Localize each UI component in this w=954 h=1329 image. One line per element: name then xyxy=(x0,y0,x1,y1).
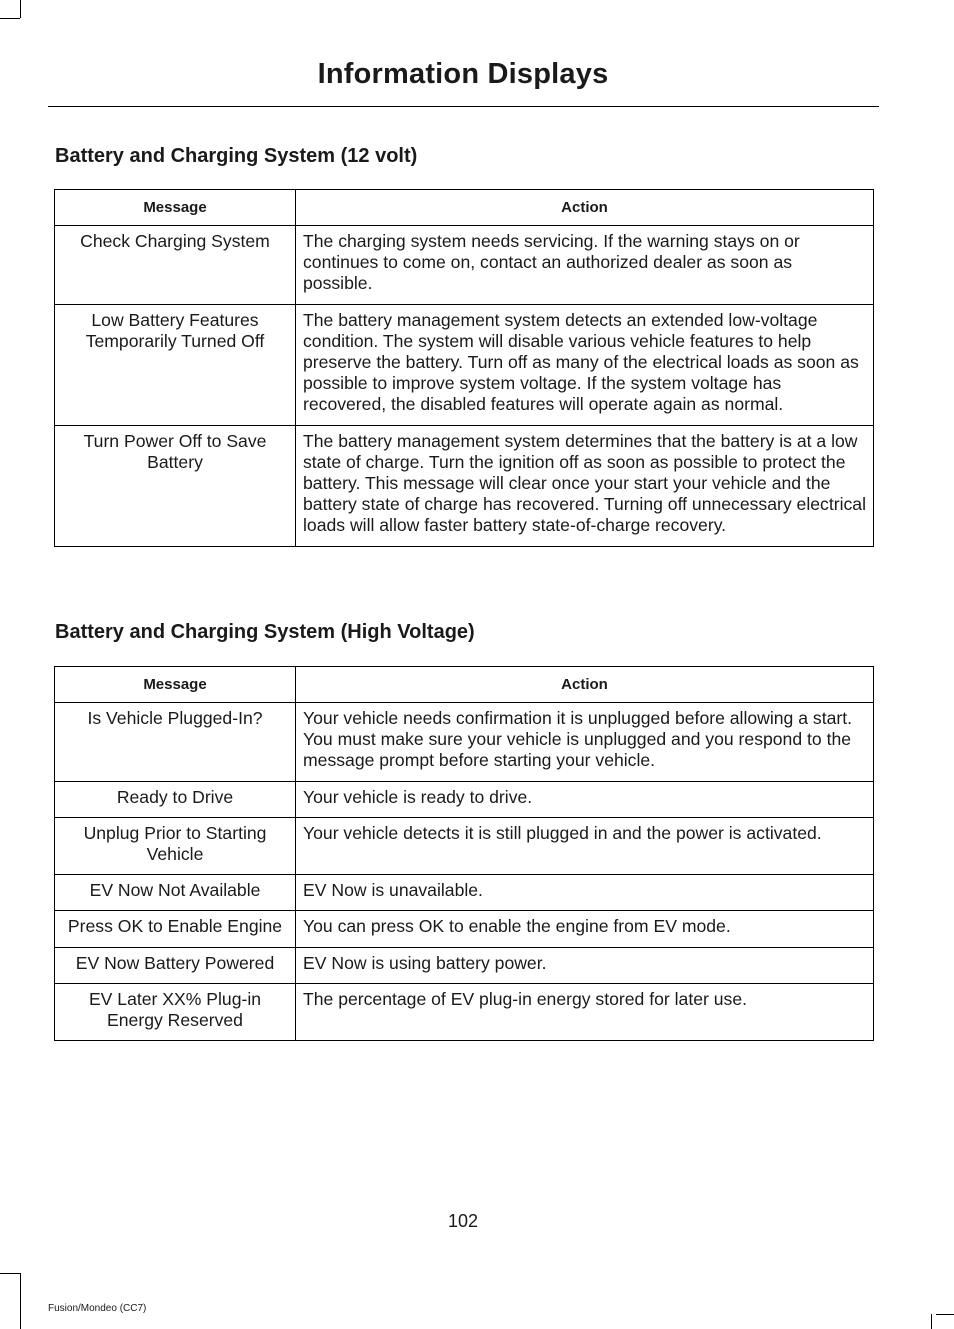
table-row xyxy=(55,947,874,983)
crop-mark-bottom-right-h xyxy=(936,1314,954,1315)
message-cell: Is Vehicle Plugged-In? xyxy=(55,703,296,782)
action-cell: Your vehicle needs confirmation it is unplugged before allowing a start. You must make sure your vehicle is unplugged and you respond to the message prompt before starting your vehicle. xyxy=(296,703,874,782)
table-row xyxy=(55,781,874,817)
crop-mark-bottom-right-v1 xyxy=(931,1314,932,1329)
action-cell: EV Now is unavailable. xyxy=(296,875,874,911)
table-row xyxy=(55,911,874,947)
crop-mark-top-left-h xyxy=(0,18,20,19)
message-cell: Press OK to Enable Engine xyxy=(55,911,296,947)
message-cell: Low Battery Features Temporarily Turned Off xyxy=(55,304,296,425)
crop-mark-bottom-left-v xyxy=(20,1273,21,1329)
action-cell: The percentage of EV plug-in energy stored for later use. xyxy=(296,983,874,1040)
message-cell: Turn Power Off to Save Battery xyxy=(55,425,296,546)
table-high-voltage xyxy=(54,666,874,1041)
action-cell: Your vehicle is ready to drive. xyxy=(296,781,874,817)
table-row xyxy=(55,983,874,1040)
footer-model-name: Fusion/Mondeo (CC7) xyxy=(48,1303,147,1314)
action-cell: Your vehicle detects it is still plugged in and the power is activated. xyxy=(296,817,874,874)
action-cell: The charging system needs servicing. If the warning stays on or continues to come on, contact an authorized dealer as soon as possible. xyxy=(296,226,874,305)
action-cell: EV Now is using battery power. xyxy=(296,947,874,983)
message-cell: Check Charging System xyxy=(55,226,296,305)
page-title: Information Displays xyxy=(317,58,609,90)
table-row xyxy=(55,425,874,546)
section-heading-12-volt: Battery and Charging System (12 volt) xyxy=(55,145,418,167)
table-12-volt xyxy=(54,189,874,547)
action-cell: You can press OK to enable the engine from EV mode. xyxy=(296,911,874,947)
action-cell: The battery management system detects an extended low-voltage condition. The system will disable various vehicle features to help preserve the battery. Turn off as many of the electrical loads as soon as possible to improve system voltage. If the system voltage has recovered, the disabled features will operate again as normal. xyxy=(296,304,874,425)
message-cell: Ready to Drive xyxy=(55,781,296,817)
table-row xyxy=(55,226,874,305)
table-row xyxy=(55,817,874,874)
table-header-row xyxy=(55,667,874,703)
crop-mark-bottom-left-h xyxy=(0,1273,20,1274)
column-header-message: Message xyxy=(55,190,296,226)
column-header-message: Message xyxy=(55,667,296,703)
table-row xyxy=(55,304,874,425)
column-header-action: Action xyxy=(296,667,874,703)
message-cell: EV Now Battery Powered xyxy=(55,947,296,983)
section-heading-high-voltage: Battery and Charging System (High Voltage) xyxy=(55,621,475,643)
table-row xyxy=(55,703,874,782)
action-cell: The battery management system determines that the battery is at a low state of charge. Turn the ignition off as soon as possible to protect the battery. This message will clear once your start your vehicle and the battery state of charge has recovered. Turning off unnecessary electrical loads will allow faster battery state-of-charge recovery. xyxy=(296,425,874,546)
message-cell: EV Now Not Available xyxy=(55,875,296,911)
title-divider xyxy=(48,106,879,107)
page-number: 102 xyxy=(447,1211,479,1231)
message-cell: EV Later XX% Plug-in Energy Reserved xyxy=(55,983,296,1040)
column-header-action: Action xyxy=(296,190,874,226)
table-row xyxy=(55,875,874,911)
message-cell: Unplug Prior to Starting Vehicle xyxy=(55,817,296,874)
table-header-row xyxy=(55,190,874,226)
crop-mark-top-left-v xyxy=(20,0,21,18)
